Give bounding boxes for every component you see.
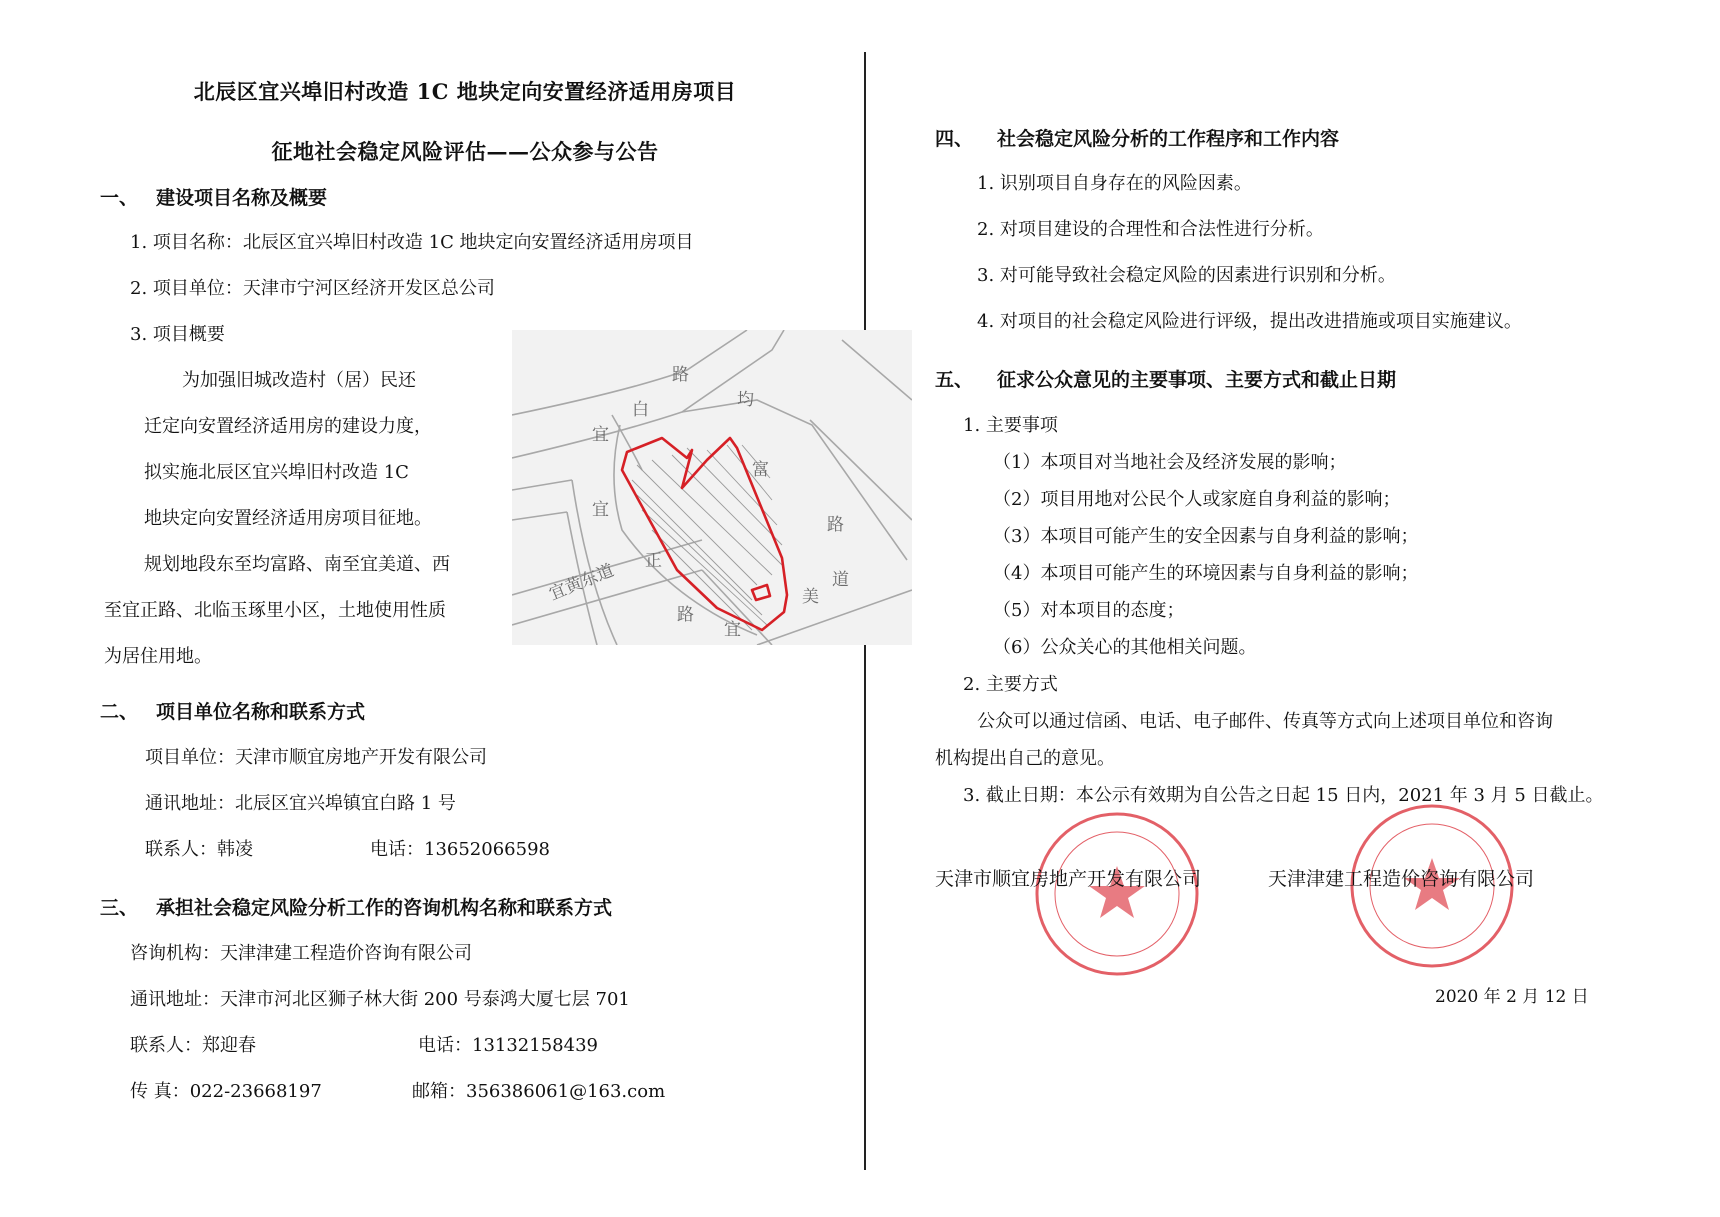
developer-contact: 联系人：韩凌 — [145, 839, 253, 860]
matter-item: （6）公众关心的其他相关问题。 — [993, 637, 1257, 658]
project-unit: 2. 项目单位：天津市宁河区经济开发区总公司 — [130, 278, 495, 299]
section-title: 征求公众意见的主要事项、主要方式和截止日期 — [997, 369, 1397, 391]
section-number: 一、 — [100, 187, 139, 209]
overview-line: 为加强旧城改造村（居）民还 — [182, 370, 416, 391]
map-label: 宜 — [724, 620, 741, 640]
section-number: 三、 — [100, 897, 139, 919]
overview-line: 为居住用地。 — [104, 646, 212, 667]
notice-date: 2020 年 2 月 12 日 — [1435, 987, 1589, 1007]
section-3-heading — [100, 893, 612, 920]
matter-item: （3）本项目可能产生的安全因素与自身利益的影响； — [993, 526, 1419, 547]
matter-item: （2）项目用地对公民个人或家庭自身利益的影响； — [993, 489, 1401, 510]
procedure-item: 1. 识别项目自身存在的风险因素。 — [977, 173, 1252, 194]
project-name: 1. 项目名称：北辰区宜兴埠旧村改造 1C 地块定向安置经济适用房项目 — [130, 232, 694, 253]
map-label: 路 — [827, 515, 844, 535]
developer-phone: 电话：13652066598 — [370, 839, 550, 860]
developer-unit: 项目单位：天津市顺宜房地产开发有限公司 — [145, 747, 487, 768]
developer-seal — [1031, 808, 1203, 980]
section-5-heading — [935, 365, 1396, 392]
consultant-email: 邮箱：356386061@163.com — [412, 1081, 666, 1102]
procedure-item: 2. 对项目建设的合理性和合法性进行分析。 — [977, 219, 1324, 240]
consultant-phone: 电话：13132158439 — [418, 1035, 598, 1056]
section-number: 二、 — [100, 701, 139, 723]
document-subtitle: 征地社会稳定风险评估——公众参与公告 — [271, 139, 659, 164]
signature-developer: 天津市顺宜房地产开发有限公司 — [935, 868, 1202, 890]
map-label: 路 — [672, 365, 689, 385]
map-label: 宜 — [592, 500, 609, 520]
section-number: 五、 — [935, 369, 974, 391]
overview-line: 至宜正路、北临玉琢里小区，土地使用性质 — [104, 600, 446, 621]
left-page — [100, 0, 849, 1217]
overview-line: 地块定向安置经济适用房项目征地。 — [144, 508, 432, 529]
developer-address: 通讯地址：北辰区宜兴埠镇宜白路 1 号 — [145, 793, 456, 814]
map-label: 宜 — [592, 425, 609, 445]
document-title: 北辰区宜兴埠旧村改造 1C 地块定向安置经济适用房项目 — [193, 79, 737, 104]
map-label: 白 — [632, 400, 649, 420]
map-label: 均 — [737, 390, 754, 410]
map-label: 路 — [677, 605, 694, 625]
section-2-heading — [100, 697, 365, 724]
map-label: 道 — [832, 570, 849, 590]
section-title: 社会稳定风险分析的工作程序和工作内容 — [997, 128, 1340, 150]
procedure-item: 3. 对可能导致社会稳定风险的因素进行识别和分析。 — [977, 265, 1396, 286]
section-title: 项目单位名称和联系方式 — [156, 701, 366, 723]
project-overview-label: 3. 项目概要 — [130, 324, 225, 345]
consultant-contact: 联系人：郑迎春 — [130, 1035, 256, 1056]
consultant-org: 咨询机构：天津津建工程造价咨询有限公司 — [130, 943, 472, 964]
right-page — [935, 0, 1635, 1217]
map-label: 美 — [802, 587, 819, 607]
signature-consultant: 天津津建工程造价咨询有限公司 — [1268, 868, 1535, 890]
section-title: 建设项目名称及概要 — [156, 187, 328, 209]
methods-text: 公众可以通过信函、电话、电子邮件、传真等方式向上述项目单位和咨询 — [977, 711, 1553, 732]
main-matters-label: 1. 主要事项 — [963, 415, 1058, 436]
section-4-heading — [935, 124, 1339, 151]
overview-line: 迁定向安置经济适用房的建设力度， — [144, 416, 432, 437]
section-number: 四、 — [935, 128, 974, 150]
methods-text: 机构提出自己的意见。 — [935, 748, 1115, 769]
matter-item: （1）本项目对当地社会及经济发展的影响； — [993, 452, 1347, 473]
matter-item: （5）对本项目的态度； — [993, 600, 1185, 621]
procedure-item: 4. 对项目的社会稳定风险进行评级，提出改进措施或项目实施建议。 — [977, 311, 1522, 332]
overview-line: 拟实施北辰区宜兴埠旧村改造 1C — [144, 462, 409, 483]
deadline-text: 3. 截止日期：本公示有效期为自公告之日起 15 日内，2021 年 3 月 5 日截止。 — [963, 785, 1604, 806]
map-label: 正 — [645, 551, 662, 571]
consultant-address: 通讯地址：天津市河北区狮子林大街 200 号泰鸿大厦七层 701 — [130, 989, 630, 1010]
map-label: 宜黄东道 — [546, 560, 617, 605]
consultant-fax: 传 真：022-23668197 — [130, 1081, 322, 1102]
section-title: 承担社会稳定风险分析工作的咨询机构名称和联系方式 — [156, 897, 613, 919]
section-1-heading — [100, 183, 327, 210]
main-methods-label: 2. 主要方式 — [963, 674, 1058, 695]
overview-line: 规划地段东至均富路、南至宜美道、西 — [144, 554, 450, 575]
matter-item: （4）本项目可能产生的环境因素与自身利益的影响； — [993, 563, 1419, 584]
site-location-map — [512, 330, 912, 645]
map-label: 富 — [752, 460, 769, 480]
